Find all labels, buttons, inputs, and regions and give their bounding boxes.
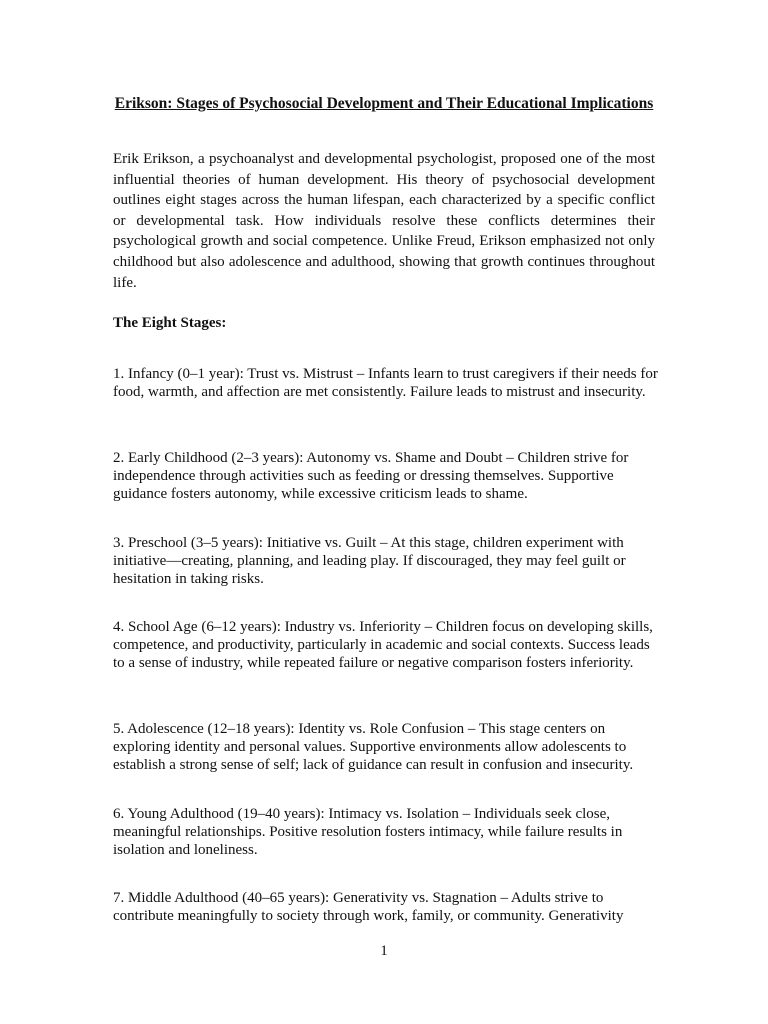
stage-paragraph-2: 2. Early Childhood (2–3 years): Autonomy vs. Shame and Doubt – Children strive for independence through activities such as feeding or dressing themselves. Supportive guidance fosters autonomy, while excessive criticism leads to shame. bbox=[113, 450, 629, 503]
section-heading: The Eight Stages: bbox=[113, 315, 227, 331]
stage-paragraph-1: 1. Infancy (0–1 year): Trust vs. Mistrust – Infants learn to trust caregivers if their needs for food, warmth, and affection are met consistently. Failure leads to mistrust and insecurity. bbox=[113, 366, 658, 401]
document-title: Erikson: Stages of Psychosocial Development and Their Educational Implications bbox=[114, 95, 654, 112]
stage-paragraph-6: 6. Young Adulthood (19–40 years): Intimacy vs. Isolation – Individuals seek close, meaningful relationships. Positive resolution fosters intimacy, while failure results in isolation and loneliness. bbox=[113, 806, 623, 859]
stage-paragraph-7: 7. Middle Adulthood (40–65 years): Generativity vs. Stagnation – Adults strive to contribute meaningfully to society through work, family, or community. Generativity bbox=[113, 890, 624, 925]
stage-paragraph-3: 3. Preschool (3–5 years): Initiative vs. Guilt – At this stage, children experiment with initiative—creating, planning, and leading play. If discouraged, they may feel guilt or hesitation in taking risks. bbox=[113, 535, 626, 588]
stage-paragraph-5: 5. Adolescence (12–18 years): Identity vs. Role Confusion – This stage centers on exploring identity and personal values. Supportive environments allow adolescents to establish a strong sense of self; lack of guidance can result in confusion and insecurity. bbox=[113, 721, 634, 774]
intro-paragraph: Erik Erikson, a psychoanalyst and developmental psychologist, proposed one of the most influential theories of human development. His theory of psychosocial development outlines eight stages across the human lifespan, each characterized by a specific conflict or developmental task. How individuals resolve these conflicts determines their psychological growth and social competence. Unlike Freud, Erikson emphasized not only childhood but also adolescence and adulthood, showing that growth continues throughout life. bbox=[113, 151, 655, 291]
stage-paragraph-4: 4. School Age (6–12 years): Industry vs. Inferiority – Children focus on developing skills, competence, and productivity, particularly in academic and social contexts. Success leads to a sense of industry, while repeated failure or negative comparison fosters inferiority. bbox=[113, 619, 653, 672]
page-number: 1 bbox=[380, 943, 388, 959]
